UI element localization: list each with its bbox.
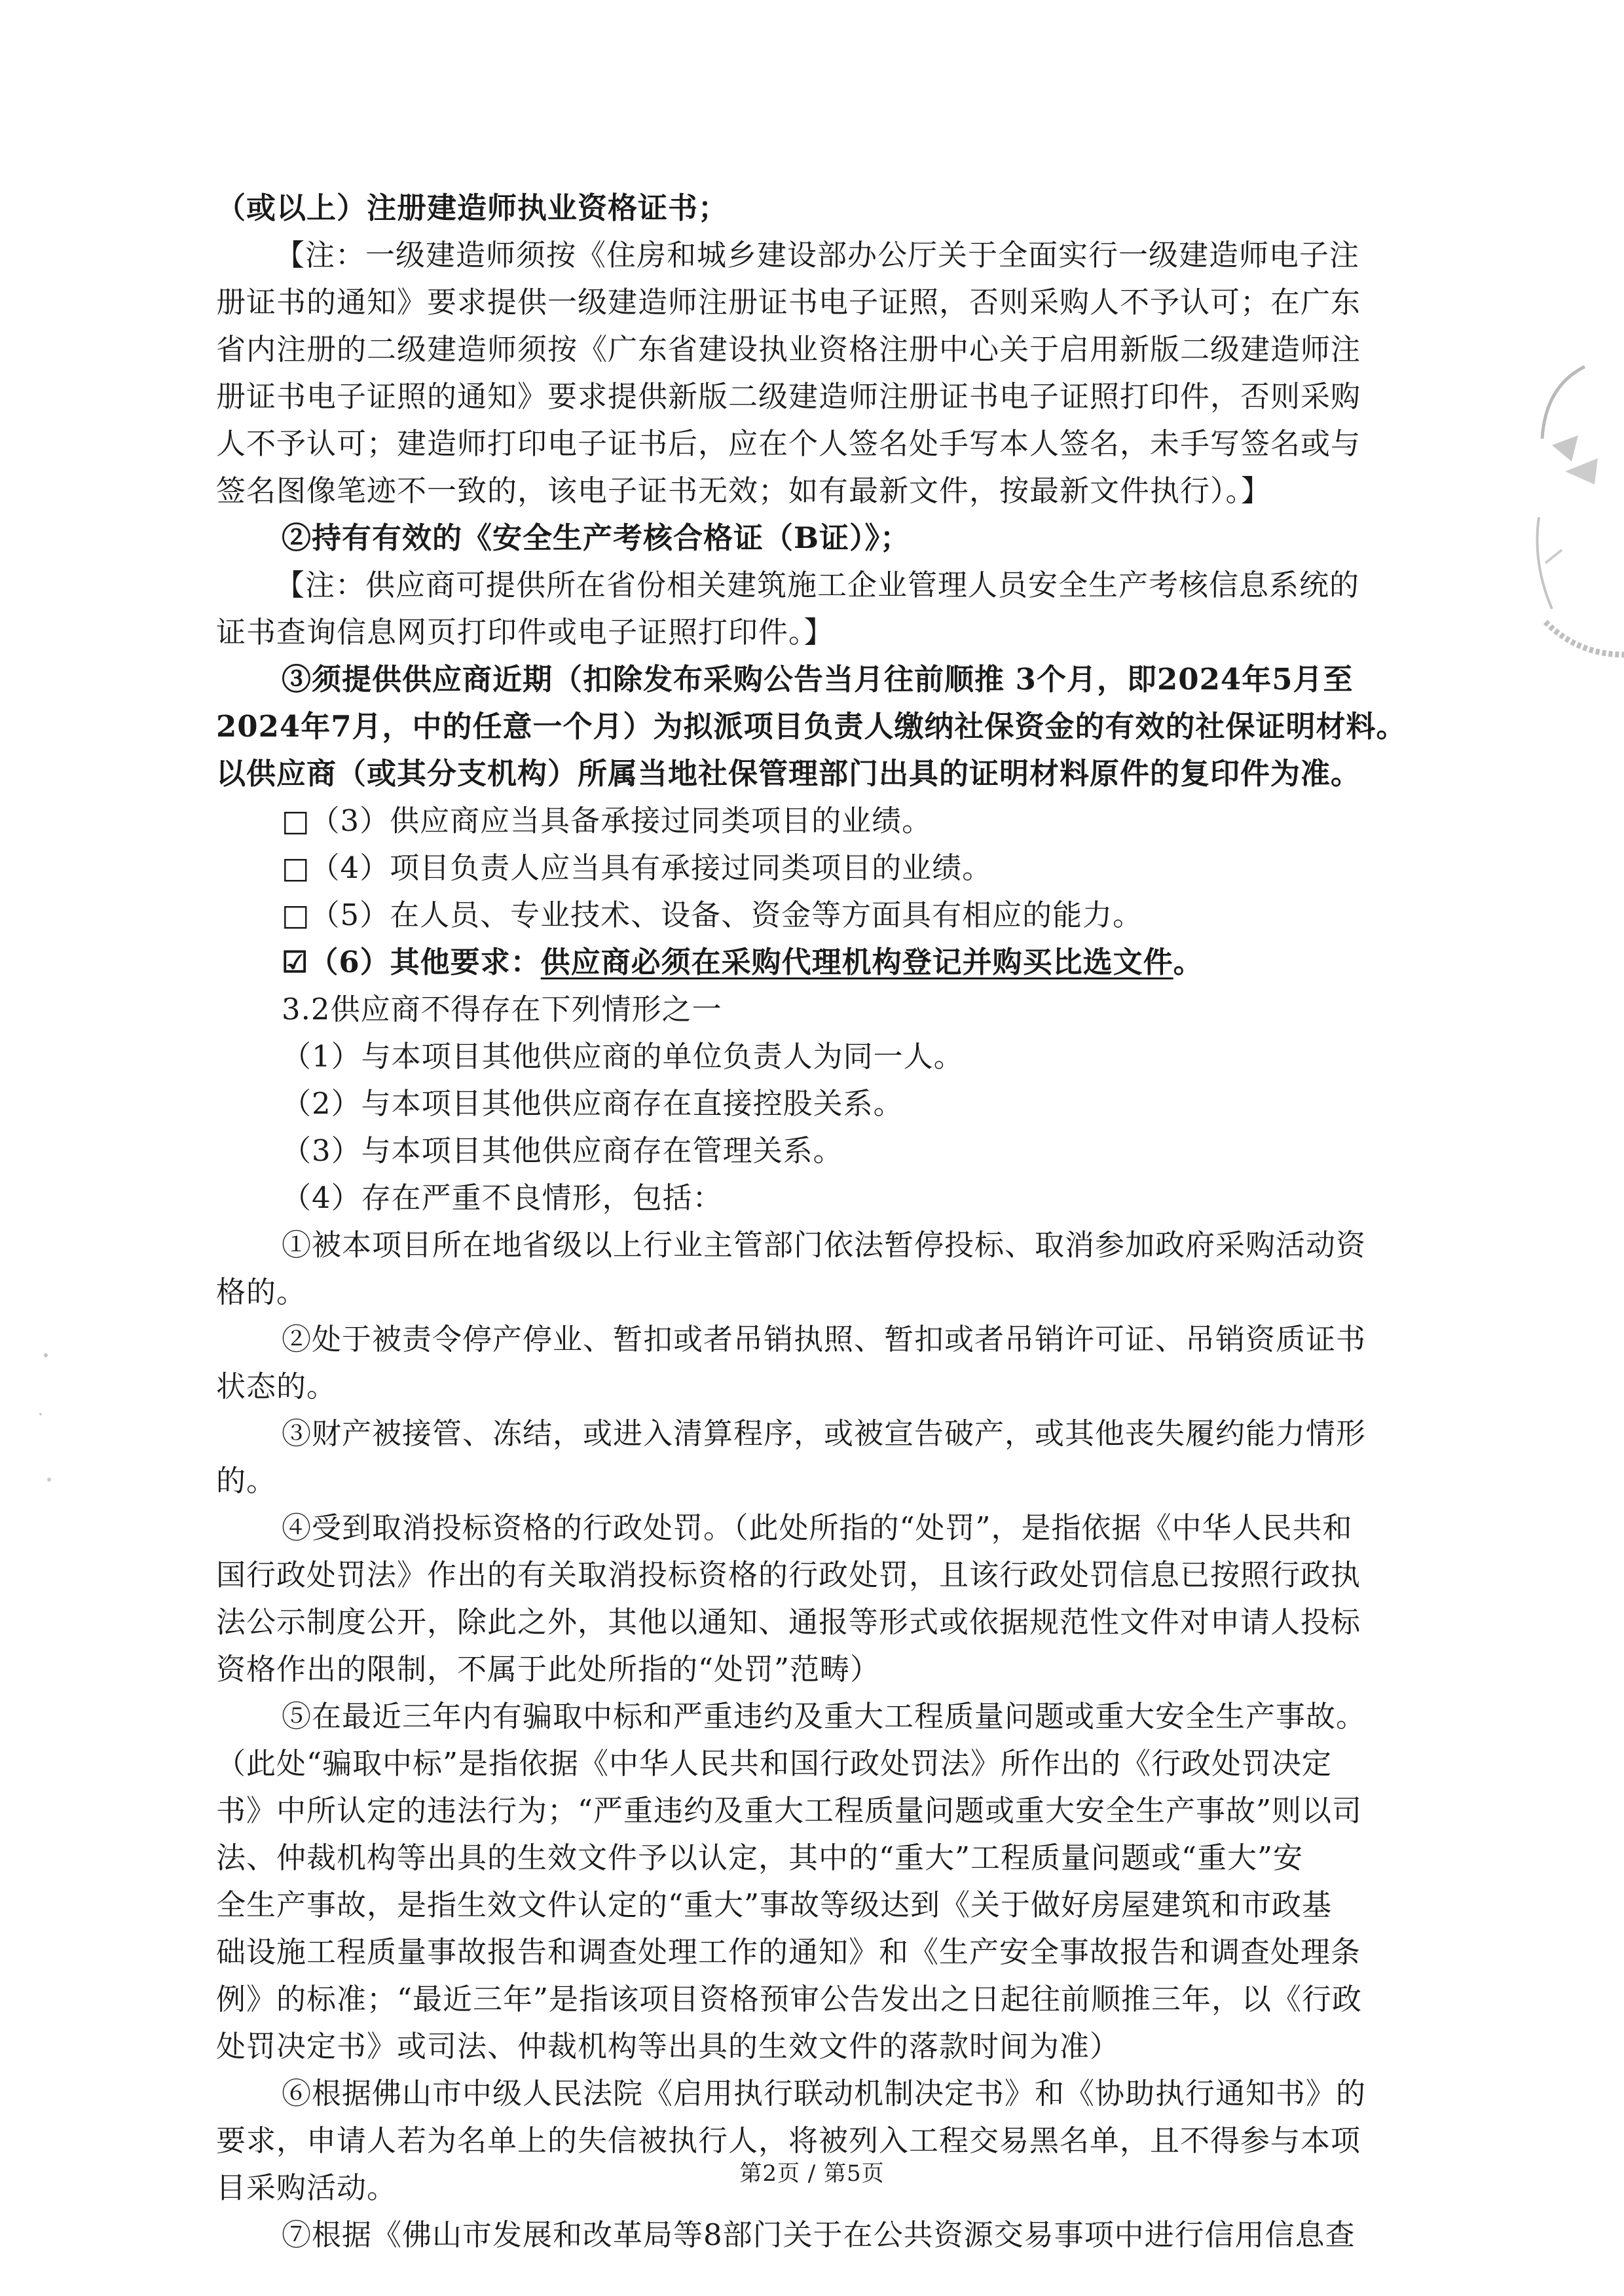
text-line: 法、仲裁机构等出具的生效文件予以认定，其中的“重大”工程质量问题或“重大”安 <box>216 1840 1304 1875</box>
other-requirements-text: 供应商必须在采购代理机构登记并购买比选文件 <box>540 945 1173 979</box>
other-requirements-label: ☑（6）其他要求： <box>282 945 541 979</box>
text-line: （此处“骗取中标”是指依据《中华人民共和国行政处罚法》所作出的《行政处罚决定 <box>216 1746 1333 1781</box>
scan-speckles <box>26 1342 65 1512</box>
document-body <box>216 185 1428 2259</box>
text-line: ④受到取消投标资格的行政处罚。（此处所指的“处罚”，是指依据《中华人民共和 <box>282 1510 1353 1545</box>
section-heading: 3.2供应商不得存在下列情形之一 <box>282 992 722 1027</box>
stamp-seal-fragment <box>1526 347 1624 687</box>
text-line: 签名图像笔迹不一致的，该电子证书无效；如有最新文件，按最新文件执行）。】 <box>216 473 1272 508</box>
checkbox-item: □（3）供应商应当具备承接过同类项目的业绩。 <box>282 803 932 838</box>
text-line: （或以上）注册建造师执业资格证书； <box>216 191 729 225</box>
sentence-end: 。 <box>1173 945 1204 979</box>
text-line: 法公示制度公开，除此之外，其他以通知、通报等形式或依据规范性文件对申请人投标 <box>216 1605 1361 1639</box>
text-line: 【注：供应商可提供所在省份相关建筑施工企业管理人员安全生产考核信息系统的 <box>275 568 1360 602</box>
checkbox-item: □（5）在人员、专业技术、设备、资金等方面具有相应的能力。 <box>282 898 1143 932</box>
text-line: 册证书的通知》要求提供一级建造师注册证书电子证照，否则采购人不予认可；在广东 <box>216 285 1361 319</box>
text-line: 2024年7月，中的任意一个月）为拟派项目负责人缴纳社保资金的有效的社保证明材料。 <box>216 709 1407 744</box>
text-line: （4）存在严重不良情形，包括： <box>282 1180 723 1215</box>
text-line: 处罚决定书》或司法、仲裁机构等出具的生效文件的落款时间为准） <box>216 2029 1120 2064</box>
text-line: 础设施工程质量事故报告和调查处理工作的通知》和《生产安全事故报告和调查处理条 <box>216 1935 1361 1969</box>
text-line: ⑤在最近三年内有骗取中标和严重违约及重大工程质量问题或重大安全生产事故。 <box>282 1699 1367 1734</box>
text-line: （2）与本项目其他供应商存在直接控股关系。 <box>282 1086 904 1121</box>
text-line: ③须提供供应商近期（扣除发布采购公告当月往前顺推 3个月，即2024年5月至 <box>282 662 1354 697</box>
text-line: 资格作出的限制，不属于此处所指的“处罚”范畴） <box>216 1652 881 1686</box>
text-line: 证书查询信息网页打印件或电子证照打印件。】 <box>216 615 834 649</box>
text-line: 状态的。 <box>216 1369 337 1404</box>
text-line: 省内注册的二级建造师须按《广东省建设执业资格注册中心关于启用新版二级建造师注 <box>216 332 1361 367</box>
text-line: 以供应商（或其分支机构）所属当地社保管理部门出具的证明材料原件的复印件为准。 <box>216 756 1361 791</box>
text-line: 全生产事故，是指生效文件认定的“重大”事故等级达到《关于做好房屋建筑和市政基 <box>216 1887 1333 1922</box>
text-line: 要求，申请人若为名单上的失信被执行人，将被列入工程交易黑名单，且不得参与本项 <box>216 2123 1361 2158</box>
text-line: 格的。 <box>216 1275 307 1309</box>
text-line: ⑥根据佛山市中级人民法院《启用执行联动机制决定书》和《协助执行通知书》的 <box>282 2076 1367 2111</box>
checkbox-item-checked <box>216 939 1428 986</box>
text-line: ⑦根据《佛山市发展和改革局等8部门关于在公共资源交易事项中进行信用信息查 <box>282 2217 1356 2252</box>
text-line: 目采购活动。 <box>216 2170 397 2205</box>
checkbox-item: □（4）项目负责人应当具有承接过同类项目的业绩。 <box>282 850 993 885</box>
text-line: 书》中所认定的违法行为；“严重违约及重大工程质量问题或重大安全生产事故”则以司 <box>216 1793 1363 1828</box>
text-line: （1）与本项目其他供应商的单位负责人为同一人。 <box>282 1039 964 1074</box>
text-line: ①被本项目所在地省级以上行业主管部门依法暂停投标、取消参加政府采购活动资 <box>282 1228 1367 1262</box>
page-number-footer: 第2页 / 第5页 <box>739 2160 885 2187</box>
text-line: 册证书电子证照的通知》要求提供新版二级建造师注册证书电子证照打印件，否则采购 <box>216 379 1361 414</box>
text-line: 的。 <box>216 1463 277 1498</box>
text-line: 人不予认可；建造师打印电子证书后，应在个人签名处手写本人签名，未手写签名或与 <box>216 426 1361 461</box>
text-line: ②持有有效的《安全生产考核合格证（B证）》； <box>282 520 911 555</box>
text-line: ②处于被责令停产停业、暂扣或者吊销执照、暂扣或者吊销许可证、吊销资质证书 <box>282 1322 1367 1357</box>
text-line: 【注：一级建造师须按《住房和城乡建设部办公厅关于全面实行一级建造师电子注 <box>275 238 1360 272</box>
text-line: 例》的标准；“最近三年”是指该项目资格预审公告发出之日起往前顺推三年，以《行政 <box>216 1982 1363 2016</box>
text-line: （3）与本项目其他供应商存在管理关系。 <box>282 1133 843 1168</box>
text-line: ③财产被接管、冻结，或进入清算程序，或被宣告破产，或其他丧失履约能力情形 <box>282 1416 1367 1451</box>
text-line: 国行政处罚法》作出的有关取消投标资格的行政处罚，且该行政处罚信息已按照行政执 <box>216 1558 1361 1592</box>
